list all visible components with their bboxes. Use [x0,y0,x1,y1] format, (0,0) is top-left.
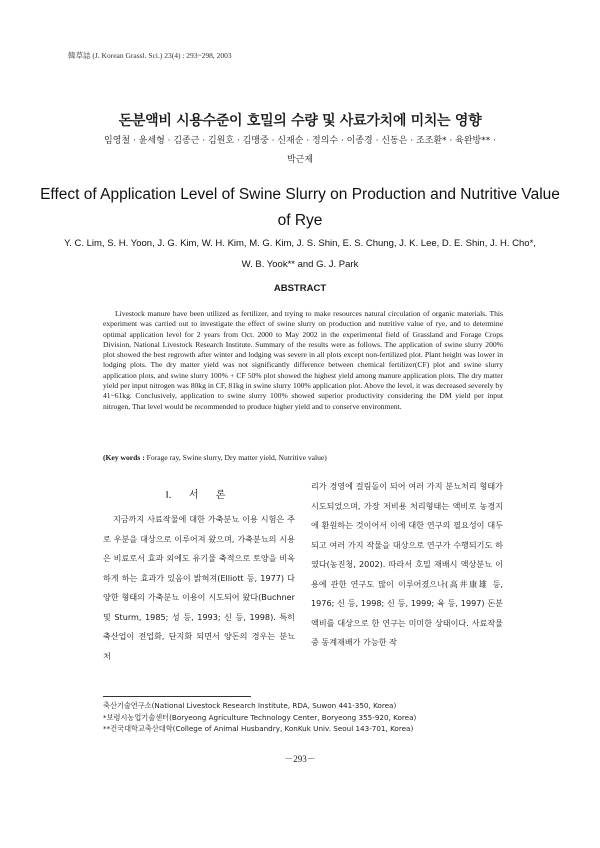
keywords-label: (Key words : [103,453,145,462]
journal-citation: 韓草誌 (J. Korean Grassl. Sci.) 23(4) : 293~298, 2003 [68,51,232,60]
page-number: －293－ [284,754,316,764]
body-column-right: 리가 경영에 걸림돌이 되어 여러 가지 분뇨처리 형태가 시도되었으며, 가장 저비용 처리형태는 액비로 농경지에 환원하는 것이어서 이에 대한 연구의 필요성이 대두되고 여러 가지 작물을 대상으로 연구가 수행되기도 하였다(농진청, 2002). 따라서 호밀 재배시 액상분뇨 이용에 관한 연구도 많이 이루어졌으나(高井康雄 등, 1976; 신 등, 1998; 신 등, 1999; 육 등, 1997) 돈분액비를 대상으로 한 연구는 미미한 상태이다. 사료작물 중 동계재배가 가능한 작 [311,481,503,647]
body-column-left: 지금까지 사료작물에 대한 가축분뇨 이용 시험은 주로 우분을 대상으로 이루어져 왔으며, 가축분뇨의 시용은 비료로서 효과 외에도 유기물 축적으로 토양을 비옥하게 하는 효과가 있음이 밝혀져(Elliott 등, 1977) 다양한 형태의 가축분뇨 이용이 시도되어 왔다(Buchner 및 Sturm, 1985; 성 등, 1993; 신 등, 1998). 특히 축산업이 전업화, 단지화 되면서 양돈의 경우는 분뇨 처 [103,514,295,661]
korean-authors: 임영철 · 윤세형 · 김종근 · 김원호 · 김맹중 · 신재순 · 정의수 · 이종경 · 신동은 · 조조환* · 육완방** · 박근제 [104,136,496,165]
section-heading-introduction: Ⅰ. 서 론 [165,490,226,501]
footnote-divider [103,696,251,697]
keywords [103,453,503,463]
footnote-affiliation: **건국대학교축산대학(College of Animal Husbandry, KonKuk Univ. Seoul 143-701, Korea) [103,724,414,733]
korean-title: 돈분액비 시용수준이 호밀의 수량 및 사료가치에 미치는 영향 [118,113,482,129]
english-title: Effect of Application Level of Swine Slurry on Production and Nutritive Value of Rye [40,186,560,229]
keywords-text: Forage ray, Swine slurry, Dry matter yield, Nutritive value) [146,453,327,462]
footnote-affiliation: *보령시농업기술센터(Boryeong Agriculture Technology Center, Boryeong 355-920, Korea) [103,712,417,722]
footnote-affiliation: 축산기술연구소(National Livestock Research Institute, RDA, Suwon 441-350, Korea) [103,701,397,710]
footnotes [103,700,513,735]
abstract-heading: ABSTRACT [273,283,327,294]
english-authors: Y. C. Lim, S. H. Yoon, J. G. Kim, W. H. Kim, M. G. Kim, J. S. Shin, E. S. Chung, J. K. Lee, D. E. Shin, J. H. Cho*, W. B. Yook** and G. J. Park [64,238,536,270]
abstract-body: Livestock manure have been utilized as fertilizer, and trying to make resources natural circulation of organic materials. This experiment was carried out to investigate the effect of swine slurry on production and nutritive value of rye, and to determine optimal application level for 2 years from Oct. 2000 to May 2002 in the experimental field of Grassland and Forage Crops Division, National Livestock Research Institute. Summary of the results were as follows. The application of swine slurry 200% plot showed the best regrowth after winter and lodging was severe in all plots except non-fertilized plot. Plant height was lower in lodging plots. The dry matter yield was not significantly difference between chemical fertilizer(CF) plot and swine slurry application plots, and swine slurry 100% + CF 50% plot showed the highest yield among manure application plots. The dry matter yield per input nitrogen was 80kg in CF, 81kg in swine slurry 100% application plot. Above the level, it was decreased severely by 41~61kg. Conclusively, application to swine slurry 100% showed superior productivity considering the DM yield per input nitrogen, That level would be recommended to produce higher yield and to conserve environment. [103,309,503,411]
